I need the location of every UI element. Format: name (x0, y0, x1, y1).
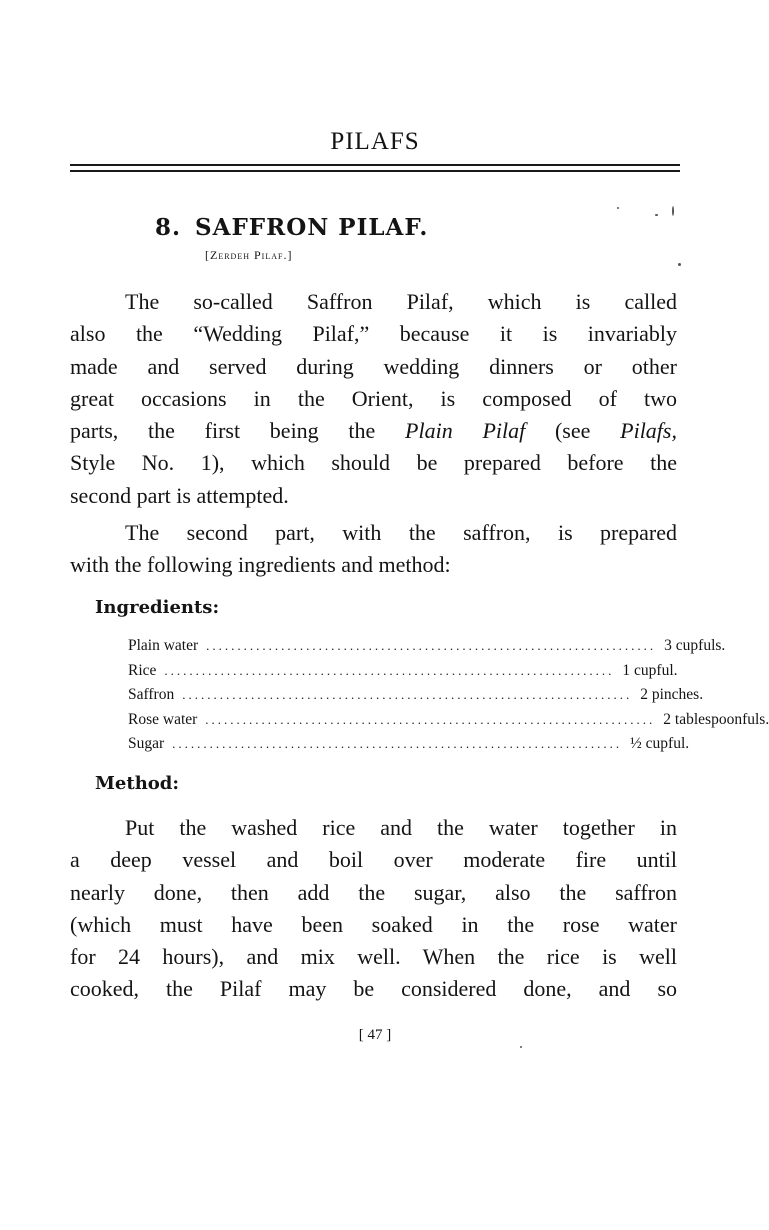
text-line: also the “Wedding Pilaf,” because it is invariably (70, 321, 677, 347)
scan-speck (655, 214, 658, 216)
recipe-heading (155, 214, 428, 241)
scan-speck (678, 263, 681, 266)
ingredient-name: Rose water (128, 710, 198, 728)
scan-speck (672, 206, 674, 216)
method-label: Method: (95, 773, 180, 794)
scan-speck (617, 207, 619, 209)
recipe-title: SAFFRON PILAF. (195, 214, 429, 241)
list-item (128, 634, 726, 659)
ingredient-name: Sugar (128, 735, 165, 752)
ingredient-quantity: 1 cupful. (622, 661, 678, 679)
list-item (128, 708, 769, 733)
text-line: Put the washed rice and the water together in (125, 815, 677, 840)
page-number: [ 47 ] (358, 1027, 392, 1043)
text-line: a deep vessel and boil over moderate fire until (70, 847, 677, 873)
ingredient-quantity: 2 tablespoonfuls. (663, 710, 769, 728)
running-head: PILAFS (330, 128, 420, 155)
dot-leader: ........................................................................ (164, 662, 615, 678)
ingredient-quantity: ½ cupful. (630, 735, 690, 752)
second-paragraph (70, 517, 677, 582)
ingredient-quantity: 3 cupfuls. (664, 637, 726, 654)
recipe-number: 8. (155, 214, 182, 241)
dot-leader: ........................................................................ (205, 711, 656, 727)
text-line: made and served during wedding dinners or other (70, 353, 677, 379)
ingredient-quantity: 2 pinches. (640, 686, 704, 703)
text-line: The so-called Saffron Pilaf, which is called (125, 289, 677, 314)
text-line: second part is attempted. (70, 482, 289, 508)
ingredients-list (128, 634, 769, 757)
text-line: nearly done, then add the sugar, also the saffron (70, 879, 677, 905)
text-line: for 24 hours), and mix well. When the rice is well (70, 944, 677, 970)
text-line: The second part, with the saffron, is prepared (125, 520, 677, 545)
ingredient-name: Rice (128, 661, 157, 679)
scan-speck (520, 1046, 522, 1048)
text-line: (which must have been soaked in the rose water (70, 911, 677, 937)
list-item (128, 732, 690, 757)
list-item (128, 659, 678, 684)
ingredient-name: Plain water (128, 637, 199, 654)
text-line: parts, the first being the Plain Pilaf (see Pilafs, (70, 418, 677, 444)
header-rule-bottom (70, 170, 680, 172)
text-line: Style No. 1), which should be prepared before the (70, 450, 677, 476)
header-rule-top (70, 164, 680, 166)
recipe-subtitle: [Zerdeh Pilaf.] (205, 248, 293, 262)
text-line: cooked, the Pilaf may be considered done, and so (70, 976, 677, 1002)
method-paragraph (70, 812, 677, 1006)
list-item (128, 683, 704, 708)
text-line: with the following ingredients and method: (70, 552, 451, 578)
dot-leader: ........................................................................ (182, 687, 633, 702)
dot-leader: ........................................................................ (172, 736, 623, 751)
dot-leader: ........................................................................ (206, 638, 657, 653)
intro-paragraph (70, 286, 677, 512)
ingredients-label: Ingredients: (95, 597, 220, 618)
ingredient-name: Saffron (128, 686, 175, 703)
text-line: great occasions in the Orient, is composed of two (70, 385, 677, 411)
